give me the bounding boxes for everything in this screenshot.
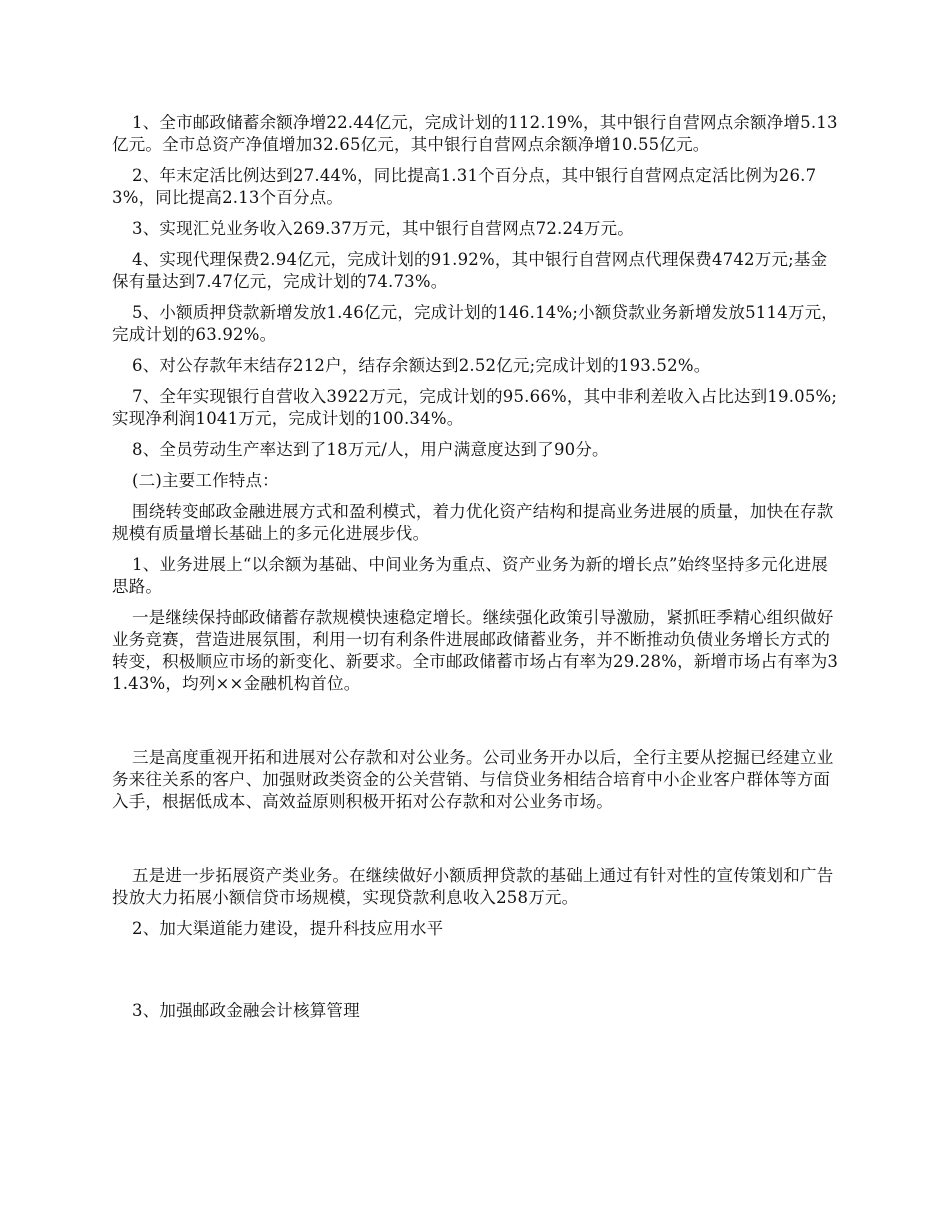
paragraph-item-one: 一是继续保持邮政储蓄存款规模快速稳定增长。继续强化政策引导激励，紧抓旺季精心组织做好业务竞赛，营造进展氛围，利用一切有利条件进展邮政储蓄业务，并不断推动负债业务增长方式的转变，积极顺应市场的新变化、新要求。全市邮政储蓄市场占有率为29.28%，新增市场占有率为31.43%，均列××金融机构首位。 xyxy=(112,608,839,693)
paragraph-8: 8、全员劳动生产率达到了18万元/人，用户满意度达到了90分。 xyxy=(132,440,609,459)
subsection-2-heading: 2、加大渠道能力建设，提升科技应用水平 xyxy=(132,919,444,938)
paragraph-7: 7、全年实现银行自营收入3922万元，完成计划的95.66%，其中非利差收入占比达到19.05%;实现净利润1041万元，完成计划的100.34%。 xyxy=(112,387,838,428)
section-heading: (二)主要工作特点： xyxy=(132,471,279,490)
document-page xyxy=(112,112,842,1022)
paragraph-intro: 围绕转变邮政金融进展方式和盈利模式，着力优化资产结构和提高业务进展的质量，加快在存款规模有质量增长基础上的多元化进展步伐。 xyxy=(112,502,834,543)
paragraph-5: 5、小额质押贷款新增发放1.46亿元，完成计划的146.14%;小额贷款业务新增发放5114万元，完成计划的63.92%。 xyxy=(112,303,838,344)
paragraph-4: 4、实现代理保费2.94亿元，完成计划的91.92%，其中银行自营网点代理保费4742万元;基金保有量达到7.47亿元，完成计划的74.73%。 xyxy=(112,250,828,291)
subsection-3-heading: 3、加强邮政金融会计核算管理 xyxy=(132,1001,360,1020)
paragraph-item-three: 三是高度重视开拓和进展对公存款和对公业务。公司业务开办以后，全行主要从挖掘已经建立业务来往关系的客户、加强财政类资金的公关营销、与信贷业务相结合培育中小企业客户群体等方面入手，根据低成本、高效益原则积极开拓对公存款和对公业务市场。 xyxy=(112,748,834,811)
paragraph-6: 6、对公存款年末结存212户，结存余额达到2.52亿元;完成计划的193.52%。 xyxy=(132,356,711,375)
subsection-1-heading: 1、业务进展上“以余额为基础、中间业务为重点、资产业务为新的增长点”始终坚持多元化进展思路。 xyxy=(112,555,828,596)
paragraph-3: 3、实现汇兑业务收入269.37万元，其中银行自营网点72.24万元。 xyxy=(132,219,634,238)
paragraph-1: 1、全市邮政储蓄余额净增22.44亿元，完成计划的112.19%，其中银行自营网点余额净增5.13亿元。全市总资产净值增加32.65亿元，其中银行自营网点余额净增10.55亿元。 xyxy=(112,113,838,154)
paragraph-2: 2、年末定活比例达到27.44%，同比提高1.31个百分点，其中银行自营网点定活比例为26.73%，同比提高2.13个百分点。 xyxy=(112,166,817,207)
paragraph-item-five: 五是进一步拓展资产类业务。在继续做好小额质押贷款的基础上通过有针对性的宣传策划和广告投放大力拓展小额信贷市场规模，实现贷款利息收入258万元。 xyxy=(112,866,834,907)
